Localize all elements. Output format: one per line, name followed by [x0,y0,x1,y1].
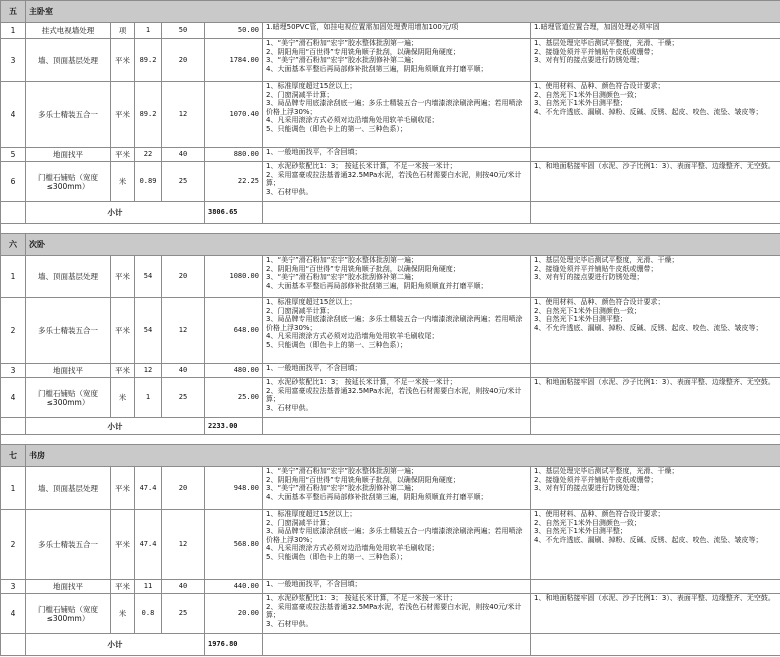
table-row [1,378,780,418]
item-number: 2 [1,510,26,580]
subtotal-label: 小计 [26,418,205,435]
item-acceptance-standard [531,364,780,378]
item-total: 20.00 [205,594,263,634]
item-number: 4 [1,82,26,148]
subtotal-label: 小计 [26,202,205,224]
item-acceptance-standard: 1、和地面粘接牢固（水泥、沙子比例1：3）、表面平整、边缘整齐、无空鼓。 [531,594,780,634]
subtotal-empty-desc [263,202,531,224]
item-total: 1080.00 [205,256,263,298]
section-gap [1,435,780,445]
section-header [1,445,780,467]
item-description: 1、水泥砂浆配比1：3； 按延长米计算，不足一米按一米计； 2、采用富豪或拉法基普通32.5MPa水泥，若浅色石材需要白水泥，则按40元/米计算； 3、石材甲供。 [263,594,531,634]
item-quantity: 47.4 [135,510,162,580]
item-unit-price: 12 [162,82,205,148]
item-number: 1 [1,23,26,39]
item-number: 5 [1,148,26,162]
gap-cell [1,435,780,445]
item-unit-price: 20 [162,256,205,298]
item-quantity: 1 [135,378,162,418]
item-acceptance-standard: 1.暗埋管道位置合理，加固处理必须牢固 [531,23,780,39]
table-row [1,467,780,510]
item-acceptance-standard: 1、使用材料、品种、颜色符合设计要求； 2、自然光下1米外目测颜色一致； 3、自然光下1米外目测平整； 4、不允许透底、漏刷、掉粉、反碱、反锈、起皮、咬色、流坠、皱皮等； [531,510,780,580]
item-number: 1 [1,256,26,298]
table-row [1,298,780,364]
item-quantity: 11 [135,580,162,594]
item-total: 25.00 [205,378,263,418]
table-row [1,580,780,594]
subtotal-row [1,418,780,435]
item-description: 1、标准厚度超过15丝以上； 2、门窗洞减半计算； 3、局品牌专用底漆涂刮底一遍；多乐士精装五合一内墙漆滚涂刷涂两遍；若用喷涂价格上浮30%； 4、凡采用滚涂方式必须对边沿墙角处用软羊毛刷收尾； 5、只能调色（即色卡上的第一、三种色系）； [263,510,531,580]
item-number: 2 [1,298,26,364]
item-unit: 项 [111,23,135,39]
item-acceptance-standard: 1、和地面粘接牢固（水泥、沙子比例1：3）、表面平整、边缘整齐、无空鼓。 [531,162,780,202]
item-unit-price: 12 [162,298,205,364]
item-description: 1、一般地面找平，不含回填； [263,580,531,594]
item-number: 6 [1,162,26,202]
item-total: 648.00 [205,298,263,364]
item-name: 门槛石铺贴（宽度≤300mm） [26,378,111,418]
item-name: 墙、顶面基层处理 [26,467,111,510]
item-name: 多乐士精装五合一 [26,298,111,364]
item-acceptance-standard [531,148,780,162]
item-unit: 平米 [111,256,135,298]
table-row [1,148,780,162]
item-unit-price: 20 [162,39,205,82]
subtotal-empty-req [531,634,780,656]
subtotal-empty-req [531,202,780,224]
subtotal-empty-desc [263,418,531,435]
item-unit-price: 25 [162,378,205,418]
item-unit: 平米 [111,510,135,580]
section-number: 五 [1,1,26,23]
subtotal-spacer [1,202,26,224]
table-row [1,594,780,634]
item-total: 880.00 [205,148,263,162]
item-name: 挂式电视墙处理 [26,23,111,39]
item-quantity: 22 [135,148,162,162]
item-number: 4 [1,594,26,634]
section-number: 七 [1,445,26,467]
item-name: 门槛石铺贴（宽度≤300mm） [26,162,111,202]
item-description: 1、水泥砂浆配比1：3； 按延长米计算，不足一米按一米计； 2、采用富豪或拉法基普通32.5MPa水泥，若浅色石材需要白水泥，则按40元/米计算； 3、石材甲供。 [263,162,531,202]
item-description: 1、一般地面找平，不含回填； [263,148,531,162]
item-total: 22.25 [205,162,263,202]
table-row [1,256,780,298]
item-unit-price: 25 [162,594,205,634]
item-unit: 平米 [111,580,135,594]
item-unit: 平米 [111,82,135,148]
item-acceptance-standard: 1、使用材料、品种、颜色符合设计要求； 2、自然光下1米外目测颜色一致； 3、自然光下1米外目测平整； 4、不允许透底、漏刷、掉粉、反碱、反锈、起皮、咬色、流坠、皱皮等； [531,82,780,148]
section-title: 次卧 [26,234,780,256]
item-total: 1070.40 [205,82,263,148]
item-unit: 平米 [111,39,135,82]
subtotal-value: 2233.00 [205,418,263,435]
item-total: 50.00 [205,23,263,39]
table-row [1,82,780,148]
section-gap [1,224,780,234]
item-number: 3 [1,39,26,82]
item-name: 墙、顶面基层处理 [26,256,111,298]
item-quantity: 0.8 [135,594,162,634]
item-number: 3 [1,580,26,594]
item-name: 多乐士精装五合一 [26,82,111,148]
item-acceptance-standard: 1、使用材料、品种、颜色符合设计要求； 2、自然光下1米外目测颜色一致； 3、自然光下1米外目测平整； 4、不允许透底、漏刷、掉粉、反碱、反锈、起皮、咬色、流坠、皱皮等； [531,298,780,364]
item-total: 568.80 [205,510,263,580]
item-unit-price: 40 [162,364,205,378]
item-unit: 米 [111,594,135,634]
item-total: 948.00 [205,467,263,510]
item-name: 地面找平 [26,364,111,378]
subtotal-spacer [1,634,26,656]
item-unit: 平米 [111,148,135,162]
subtotal-empty-req [531,418,780,435]
item-total: 480.00 [205,364,263,378]
item-name: 门槛石铺贴（宽度≤300mm） [26,594,111,634]
item-unit-price: 20 [162,467,205,510]
item-acceptance-standard [531,580,780,594]
item-total: 440.00 [205,580,263,594]
subtotal-row [1,202,780,224]
item-number: 3 [1,364,26,378]
item-description: 1、一般地面找平，不含回填； [263,364,531,378]
item-acceptance-standard: 1、和地面粘接牢固（水泥、沙子比例1：3）、表面平整、边缘整齐、无空鼓。 [531,378,780,418]
quote-table-body [1,1,780,656]
item-quantity: 1 [135,23,162,39]
item-unit-price: 12 [162,510,205,580]
item-description: 1、“美宁”滑石粉加“宏宇”胶水整体批刮第一遍； 2、阴阳角用“百世得”专用铣角顺子批刮，以确保阴阳角硬度； 3、“美宁”滑石粉加“宏宇”胶水批刮修补第二遍； 4、大面基本平整后再局部修补批刮第三遍，阴阳角须顺直并打磨平顺； [263,39,531,82]
item-quantity: 12 [135,364,162,378]
item-description: 1、水泥砂浆配比1：3； 按延长米计算，不足一米按一米计； 2、采用富豪或拉法基普通32.5MPa水泥，若浅色石材需要白水泥，则按40元/米计算； 3、石材甲供。 [263,378,531,418]
item-quantity: 47.4 [135,467,162,510]
section-title: 书房 [26,445,780,467]
item-total: 1784.00 [205,39,263,82]
table-row [1,364,780,378]
section-title: 主卧室 [26,1,780,23]
item-name: 地面找平 [26,580,111,594]
section-header [1,234,780,256]
item-description: 1、标准厚度超过15丝以上； 2、门窗洞减半计算； 3、局品牌专用底漆涂刮底一遍；多乐士精装五合一内墙漆滚涂刷涂两遍；若用喷涂价格上浮30%； 4、凡采用滚涂方式必须对边沿墙角处用软羊毛刷收尾； 5、只能调色（即色卡上的第一、三种色系）； [263,82,531,148]
section-header [1,1,780,23]
subtotal-empty-desc [263,634,531,656]
item-unit: 米 [111,162,135,202]
subtotal-value: 1976.80 [205,634,263,656]
item-description: 1.暗埋50PVC管，如挂电视位置需加固处理费用增加100元/项 [263,23,531,39]
item-quantity: 89.2 [135,82,162,148]
table-row [1,39,780,82]
item-acceptance-standard: 1、基层处理完毕后测试平整度，光滑、干燥； 2、接缝处须并平并铺贴牛皮纸或绷带； 3、对有钉的接点要进行防锈处理； [531,256,780,298]
item-name: 墙、顶面基层处理 [26,39,111,82]
table-row [1,510,780,580]
item-quantity: 89.2 [135,39,162,82]
item-quantity: 0.89 [135,162,162,202]
section-number: 六 [1,234,26,256]
item-acceptance-standard: 1、基层处理完毕后测试平整度，光滑、干燥； 2、接缝处须并平并铺贴牛皮纸或绷带； 3、对有钉的接点要进行防锈处理； [531,467,780,510]
item-unit: 米 [111,378,135,418]
subtotal-label: 小计 [26,634,205,656]
item-name: 地面找平 [26,148,111,162]
item-name: 多乐士精装五合一 [26,510,111,580]
item-acceptance-standard: 1、基层处理完毕后测试平整度，光滑、干燥； 2、接缝处须并平并铺贴牛皮纸或绷带； 3、对有钉的接点要进行防锈处理； [531,39,780,82]
item-unit-price: 40 [162,148,205,162]
table-row [1,162,780,202]
item-unit-price: 25 [162,162,205,202]
item-number: 1 [1,467,26,510]
subtotal-row [1,634,780,656]
item-unit: 平米 [111,467,135,510]
item-unit: 平米 [111,298,135,364]
subtotal-value: 3806.65 [205,202,263,224]
item-description: 1、“美宁”滑石粉加“宏宇”胶水整体批刮第一遍； 2、阴阳角用“百世得”专用铣角顺子批刮，以确保阴阳角硬度； 3、“美宁”滑石粉加“宏宇”胶水批刮修补第二遍； 4、大面基本平整后再局部修补批刮第三遍，阴阳角须顺直并打磨平顺； [263,467,531,510]
item-description: 1、标准厚度超过15丝以上； 2、门窗洞减半计算； 3、局品牌专用底漆涂刮底一遍；多乐士精装五合一内墙漆滚涂刷涂两遍；若用喷涂价格上浮30%； 4、凡采用滚涂方式必须对边沿墙角处用软羊毛刷收尾； 5、只能调色（即色卡上的第一、三种色系）； [263,298,531,364]
item-quantity: 54 [135,298,162,364]
table-row [1,23,780,39]
item-number: 4 [1,378,26,418]
item-unit: 平米 [111,364,135,378]
item-unit-price: 50 [162,23,205,39]
gap-cell [1,224,780,234]
item-unit-price: 40 [162,580,205,594]
item-description: 1、“美宁”滑石粉加“宏宇”胶水整体批刮第一遍； 2、阴阳角用“百世得”专用铣角顺子批刮，以确保阴阳角硬度； 3、“美宁”滑石粉加“宏宇”胶水批刮修补第二遍； 4、大面基本平整后再局部修补批刮第三遍，阴阳角须顺直并打磨平顺； [263,256,531,298]
item-quantity: 54 [135,256,162,298]
subtotal-spacer [1,418,26,435]
